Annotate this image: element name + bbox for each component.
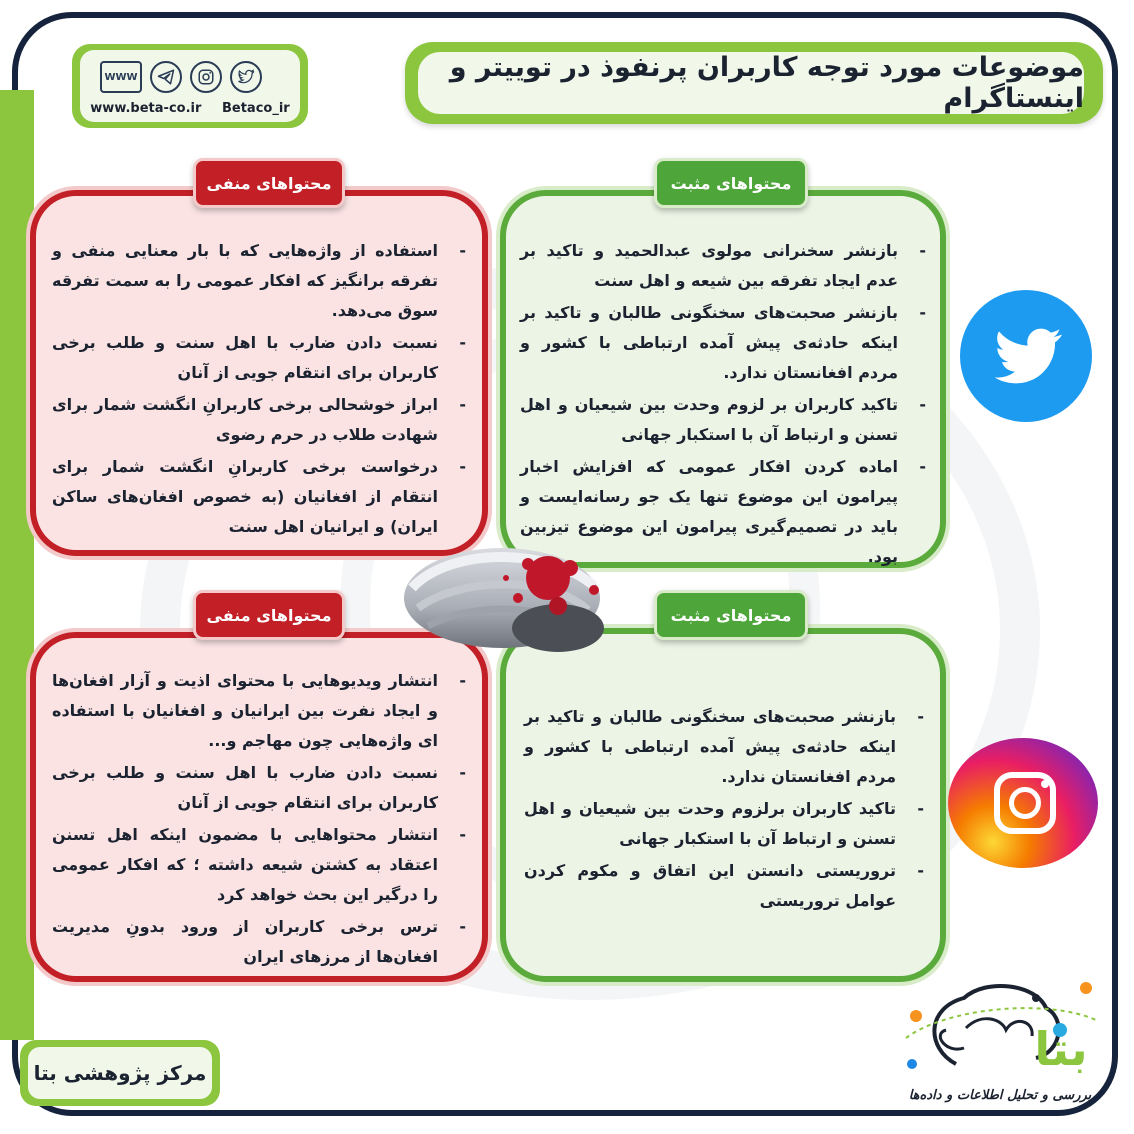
telegram-icon[interactable] [150,61,182,93]
twitter-positive-tag [654,158,808,208]
twitter-positive-list-wrap [520,236,930,574]
web-icon[interactable]: WWW [100,61,142,93]
instagram-negative-tag [193,590,345,640]
twitter-negative-tag-label: محتواهای منفی [206,173,332,193]
twitter-icon[interactable] [230,61,262,93]
instagram-icon[interactable] [190,61,222,93]
instagram-dot-icon [1041,780,1049,788]
logo-word: بتا [1034,1022,1088,1076]
instagram-positive-tag-label: محتواهای مثبت [670,605,792,625]
instagram-negative-list [52,666,470,972]
list-item: - نسبت دادن ضارب با اهل سنت و طلب برخی کاربران برای انتقام جویی از آنان [52,328,470,388]
footer-banner-inner [28,1047,212,1099]
page-title: موضوعات مورد توجه کاربران پرنفوذ در توییتر و اینستاگرام [449,52,1084,114]
list-item: - ترس برخی کاربران از ورود بدونِ مدیریت افغان‌ها از مرزهای ایران [52,912,470,972]
list-item: - اماده کردن افکار عمومی که افزایش اخبار پیرامون این موضوع تنها یک جو رسانه‌ایست و باید در تصمیم‌گیری پیرامون این موضوع تیزبین بود. [520,452,930,572]
list-item: - انتشار ویدیوهایی با محتوای اذیت و آزار افغان‌ها و ایجاد نفرت بین ایرانیان و افغانیان با استفاده ای واژه‌هایی چون مهاجم و... [52,666,470,756]
research-center-name: مرکز پژوهشی بتا [33,1061,207,1085]
twitter-positive-tag-label: محتواهای مثبت [670,173,792,193]
list-item: - ابراز خوشحالی برخی کاربرانِ انگشت شمار برای شهادت طلاب در حرم رضوی [52,390,470,450]
twitter-negative-list-wrap [52,236,470,544]
list-item: - استفاده از واژه‌هایی که با بار معنایی منفی و تفرقه برانگیز که افکار عمومی را به سمت تفرقه سوق می‌دهد. [52,236,470,326]
instagram-positive-list-wrap [524,702,928,918]
list-item: - بازنشر صحبت‌های سخنگونی طالبان و تاکید بر اینکه حادثه‌ی پیش آمده ارتباطی با کشور و مردم افغانستان ندارد. [520,298,930,388]
contact-text [80,101,300,121]
title-banner-inner [418,52,1084,114]
list-item: - بازنشر صحبت‌های سخنگونی طالبان و تاکید بر اینکه حادثه‌ی پیش آمده ارتباطی با کشور و مردم افغانستان ندارد. [524,702,928,792]
list-item: - انتشار محتواهایی با مضمون اینکه اهل تسنن اعتقاد به کشتن شیعه داشته ؛ که افکار عمومی را درگیر این بحث خواهد کرد [52,820,470,910]
twitter-positive-list [520,236,930,572]
instagram-negative-tag-label: محتواهای منفی [206,605,332,625]
twitter-negative-list [52,236,470,542]
logo-tagline: بررسی و تحلیل اطلاعات و داده‌ها [908,1088,1092,1103]
twitter-bird-icon [978,318,1078,398]
instagram-lens-icon [1009,787,1041,819]
list-item: - تاکید کاربران برلزوم وحدت بین شیعیان و اهل تسنن و ارتباط آن با استکبار جهانی [524,794,928,854]
twitter-negative-tag [193,158,345,208]
list-item: - درخواست برخی کاربرانِ انگشت شمار برای انتقام از افغانیان (به خصوص افغان‌های ساکن ایران) و ایرانیان اهل سنت [52,452,470,542]
social-handle[interactable]: Betaco_ir [221,101,290,116]
instagram-negative-list-wrap [52,666,470,974]
list-item: - تاکید کاربران بر لزوم وحدت بین شیعیان و اهل تسنن و ارتباط آن با استکبار جهانی [520,390,930,450]
left-accent-bar [0,90,34,1040]
list-item: - تروریستی دانستن این اتفاق و مکوم کردن عوامل تروریستی [524,856,928,916]
turban-illustration [398,528,610,658]
list-item: - نسبت دادن ضارب با اهل سنت و طلب برخی کاربران برای انتقام جویی از آنان [52,758,470,818]
website-link[interactable]: www.beta-co.ir [90,101,202,116]
instagram-positive-list [524,702,928,916]
instagram-positive-tag [654,590,808,640]
list-item: - بازنشر سخنرانی مولوی عبدالحمید و تاکید بر عدم ایجاد تفرقه بین شیعه و اهل سنت [520,236,930,296]
social-icons [100,60,296,94]
